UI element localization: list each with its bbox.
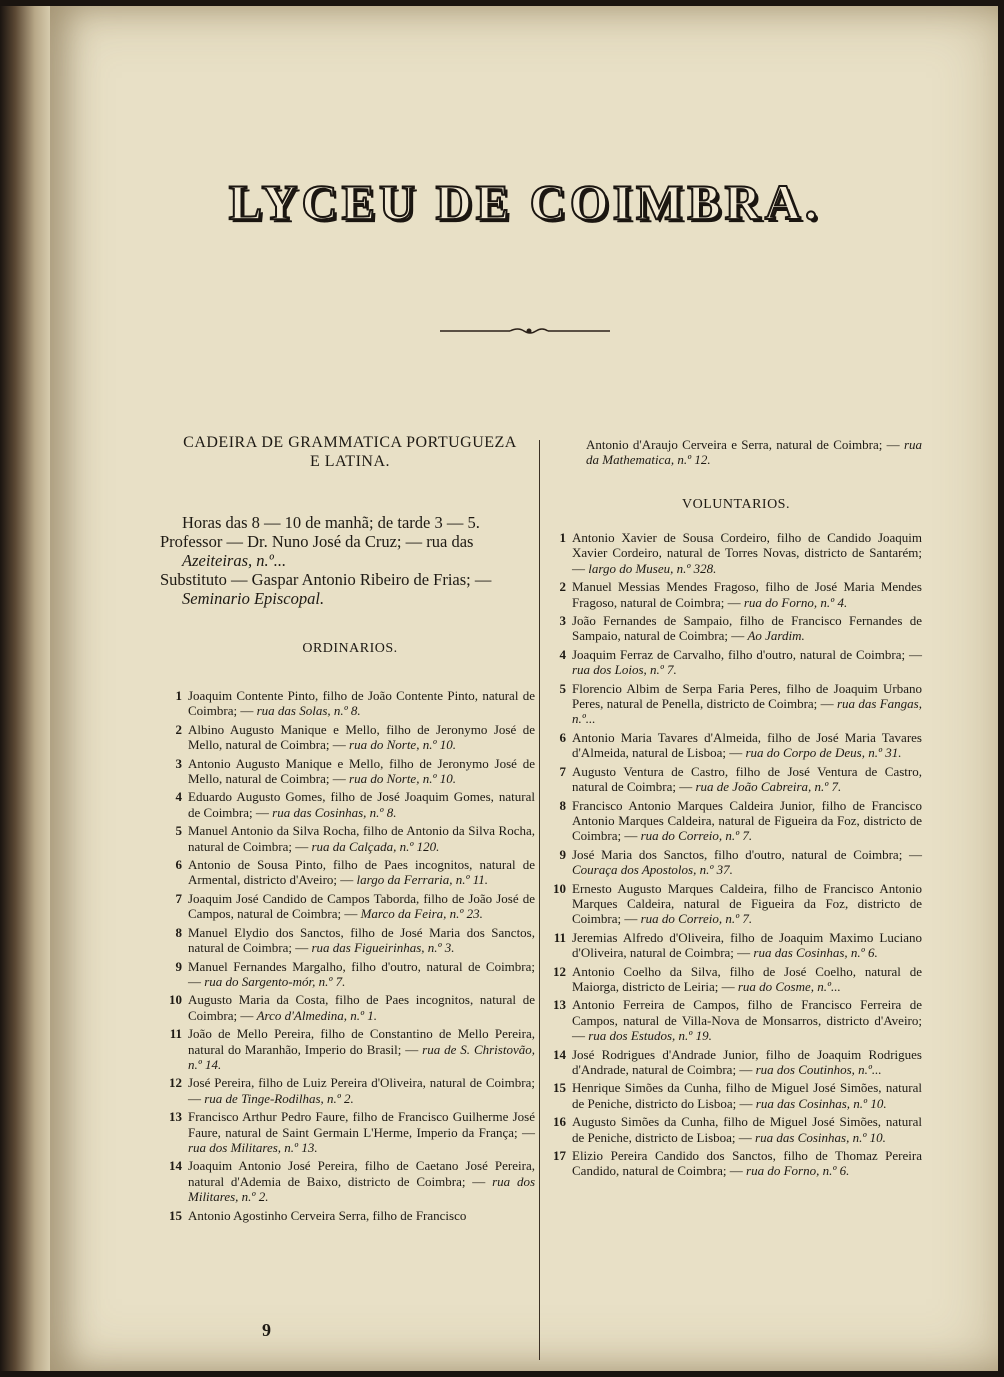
entry-text (572, 1114, 922, 1145)
entry-text (572, 730, 922, 761)
column-divider (539, 440, 540, 1360)
entry-number: 6 (559, 729, 566, 745)
entry-description: Antonio Agostinho Cerveira Serra, filho de Francisco (188, 1207, 467, 1223)
entry-description: João de Mello Pereira, filho de Constantino de Mello Pereira, natural do Maranhão, Imperio do Brasil; — (188, 1026, 535, 1057)
entry-text (572, 1047, 922, 1078)
substituto-address: Seminario Episcopal. (182, 589, 325, 608)
entry-address: rua de João Cabreira, n.º 7. (695, 779, 842, 795)
entry-text (572, 881, 922, 927)
ordinario-entry (160, 789, 535, 820)
entry-address: rua das Cosinhas, n.º 10. (755, 1129, 886, 1145)
ordinario-entry (160, 756, 535, 787)
entry-address: rua da Calçada, n.º 120. (311, 838, 440, 854)
ordinario-entry (160, 1109, 535, 1155)
entry-address: Ao Jardim. (747, 628, 805, 644)
entry-number: 7 (175, 890, 182, 906)
entry-number: 9 (175, 958, 182, 974)
entry-description: Antonio Ferreira de Campos, filho de Francisco Ferreira de Campos, natural de Villa-Nova de Monsarros, districto d'Aveiro; — (572, 997, 922, 1044)
entry-address: rua do Norte, n.º 10. (349, 737, 456, 753)
entry-number: 13 (169, 1109, 182, 1125)
entry-description: Augusto Ventura de Castro, filho de José Ventura de Castro, natural de Coimbra; — (572, 763, 922, 795)
entry-address: rua do Cosme, n.º... (737, 978, 841, 994)
entry-address: rua dos Militares, n.º 2. (188, 1173, 536, 1205)
ordinario-entry (160, 925, 535, 956)
entry-description: Antonio Maria Tavares d'Almeida, filho de José Maria Tavares d'Almeida, natural de Lisboa; — (572, 729, 922, 761)
ordinarios-heading: ORDINARIOS. (302, 641, 398, 656)
entry-address: rua das Cosinhas, n.º 6. (753, 945, 878, 961)
entry-description: Jeremias Alfredo d'Oliveira, filho de Joaquim Maximo Luciano d'Oliveira, natural de Coimbra; — (572, 929, 922, 961)
section-heading-line1: CADEIRA DE GRAMMATICA PORTUGUEZA (183, 434, 517, 451)
entry-description: Joaquim Ferraz de Carvalho, filho d'outro, natural de Coimbra; — (572, 646, 922, 662)
voluntario-entry (544, 579, 922, 610)
entry-address: rua do Norte, n.º 10. (349, 771, 456, 787)
voluntario-entry (544, 798, 922, 844)
entry-description: Manuel Antonio da Silva Rocha, filho de Antonio da Silva Rocha, natural de Coimbra; — (188, 823, 535, 854)
entry-description: Joaquim Contente Pinto, filho de João Contente Pinto, natural de Coimbra; — (188, 688, 535, 719)
entry-number: 10 (553, 880, 566, 896)
entry-description: Antonio de Sousa Pinto, filho de Paes incognitos, natural de Armental, districto d'Aveiro; — (188, 857, 535, 888)
entry-number: 2 (559, 579, 566, 595)
entry-address: rua do Forno, n.º 6. (746, 1163, 850, 1179)
entry-text (572, 579, 922, 610)
entry-text (572, 798, 922, 844)
entry-text (188, 891, 535, 922)
entry-description: Francisco Arthur Pedro Faure, filho de Francisco Guilherme José Faure, natural de Saint Germain L'Herme, Imperio da França; — (188, 1109, 535, 1140)
entry-number: 15 (553, 1080, 566, 1096)
entry-address: Marco da Feira, n.º 23. (360, 906, 483, 922)
entry-number: 1 (559, 530, 566, 545)
voluntario-entry (544, 1080, 922, 1111)
ornament-divider (440, 323, 610, 339)
entry-number: 15 (169, 1207, 182, 1223)
entry-address: rua de Tinge-Rodilhas, n.º 2. (204, 1090, 354, 1106)
entry-number: 2 (175, 721, 182, 737)
voluntario-entry (544, 964, 922, 995)
entry-number: 5 (175, 823, 182, 839)
entry-description: Florencio Albim de Serpa Faria Peres, filho de Joaquim Urbano Peres, natural de Penella, districto de Coimbra; — (572, 680, 922, 712)
ordinario-entry (160, 891, 535, 922)
entry-number: 3 (175, 755, 182, 771)
ordinario-entry (160, 1075, 535, 1106)
entry-number: 8 (175, 924, 182, 940)
entry-description: Manuel Fernandes Margalho, filho d'outro, natural de Coimbra; — (188, 958, 535, 989)
entry-text (572, 964, 922, 995)
voluntario-entry (544, 1148, 922, 1179)
ordinario-entry (160, 1208, 535, 1223)
entry-text (188, 789, 535, 820)
entry-description: José Rodrigues d'Andrade Junior, filho de Joaquim Rodrigues d'Andrade, natural de Coimbra; — (572, 1046, 922, 1077)
entry-number: 7 (559, 763, 566, 779)
voluntarios-list (544, 530, 922, 1182)
entry-text (572, 997, 922, 1043)
entry-number: 11 (553, 929, 566, 945)
voluntario-entry (544, 730, 922, 761)
ordinario-entry (160, 722, 535, 753)
entry-number: 14 (553, 1046, 566, 1062)
entry-text (188, 1158, 535, 1204)
entry-text (572, 530, 922, 576)
entry-text (188, 688, 535, 719)
entry-text (572, 930, 922, 961)
entry-description: Antonio Augusto Manique e Mello, filho de Jeronymo José de Mello, natural de Coimbra; — (188, 755, 535, 787)
entry-description: Elizio Pereira Candido dos Sanctos, filho de Thomaz Pereira Candido, natural de Coimbra; — (572, 1148, 922, 1179)
hours-text: Horas das 8 — 10 de manhã; de tarde 3 — 5. (182, 513, 480, 532)
entry-number: 11 (169, 1026, 182, 1042)
ordinario-entry (160, 992, 535, 1023)
professor-text: Professor — Dr. Nuno José da Cruz; — rua das (160, 532, 474, 551)
ordinarios-list (160, 688, 535, 1226)
entry-text (572, 1080, 922, 1111)
entry-number: 3 (559, 613, 566, 629)
entry-address: rua das Figueirinhas, n.º 3. (311, 940, 455, 956)
entry-number: 14 (169, 1158, 182, 1174)
voluntario-entry (544, 881, 922, 927)
entry-description: Augusto Maria da Costa, filho de Paes incognitos, natural de Coimbra; — (188, 992, 535, 1023)
entry-number: 13 (553, 997, 566, 1013)
ordinario-entry (160, 857, 535, 888)
section-heading-line2: E LATINA. (309, 453, 391, 470)
substituto-text: Substituto — Gaspar Antonio Ribeiro de Frias; — (160, 570, 492, 589)
entry-description: Manuel Elydio dos Sanctos, filho de José Maria dos Sanctos, natural de Coimbra; — (188, 924, 535, 956)
voluntario-entry (544, 613, 922, 644)
voluntario-entry (544, 847, 922, 878)
entry-description: Ernesto Augusto Marques Caldeira, filho de Francisco Antonio Marques Caldeira, natural de Figueira da Foz, districto de Coimbra; — (572, 880, 922, 927)
entry-number: 12 (553, 963, 566, 979)
section-heading (160, 433, 540, 471)
continuation-text (586, 437, 922, 468)
entry-address: rua dos Coutinhos, n.º... (755, 1062, 882, 1077)
schedule-block (160, 513, 540, 608)
page-number: 9 (262, 1320, 271, 1340)
entry-number: 10 (169, 992, 182, 1008)
entry-description: Antonio Xavier de Sousa Cordeiro, filho de Candido Joaquim Xavier Cordeiro, natural de Torres Novas, districto de Santarém; — (572, 530, 922, 576)
entry-address: rua do Correio, n.º 7. (640, 911, 753, 927)
entry-description: Henrique Simões da Cunha, filho de Miguel José Simões, natural de Peniche, districto do Lisboa; — (572, 1080, 922, 1111)
voluntario-entry (544, 1047, 922, 1078)
entry-text (188, 925, 535, 956)
entry-text (572, 1148, 922, 1179)
entry-address: rua dos Militares, n.º 13. (188, 1139, 318, 1155)
entry-text (188, 1208, 535, 1223)
ordinario-entry (160, 959, 535, 990)
entry-number: 12 (169, 1075, 182, 1091)
ordinario-entry (160, 688, 535, 719)
continuation-address: rua da Mathematica, n.º 12. (586, 437, 922, 468)
ordinario-entry (160, 1158, 535, 1204)
book-gutter (0, 6, 50, 1371)
entry-description: Augusto Simões da Cunha, filho de Miguel José Simões, natural de Peniche, districto de Lisboa; — (572, 1114, 922, 1145)
professor-address: Azeiteiras, n.º... (182, 551, 287, 570)
entry-address: rua das Cosinhas, n.º 10. (755, 1095, 887, 1111)
entry-address: Couraça dos Apostolos, n.º 37. (572, 862, 733, 878)
entry-text (188, 857, 535, 888)
entry-address: rua das Fangas, n.º... (572, 696, 922, 727)
entry-number: 8 (559, 797, 566, 813)
entry-address: Arco d'Almedina, n.º 1. (256, 1007, 378, 1023)
entry-text (572, 613, 922, 644)
voluntario-entry (544, 530, 922, 576)
voluntario-entry (544, 647, 922, 678)
entry-text (572, 847, 922, 878)
entry-text (188, 992, 535, 1023)
entry-address: rua do Correio, n.º 7. (640, 828, 753, 844)
entry-number: 16 (553, 1114, 566, 1130)
entry-description: Manuel Messias Mendes Fragoso, filho de José Maria Mendes Fragoso, natural de Coimbra; — (572, 579, 922, 610)
entry-text (188, 823, 535, 854)
entry-address: largo da Ferraria, n.º 11. (356, 872, 489, 888)
entry-text (572, 647, 922, 678)
entry-address: rua do Forno, n.º 4. (743, 594, 848, 610)
voluntario-entry (544, 1114, 922, 1145)
entry-text (188, 756, 535, 787)
entry-number: 5 (559, 680, 566, 696)
entry-address: rua dos Estudos, n.º 19. (588, 1028, 712, 1044)
entry-text (188, 1109, 535, 1155)
entry-address: rua do Corpo de Deus, n.º 31. (745, 745, 902, 761)
entry-description: Eduardo Augusto Gomes, filho de José Joaquim Gomes, natural de Coimbra; — (188, 789, 535, 820)
voluntario-entry (544, 930, 922, 961)
entry-number: 1 (175, 688, 182, 703)
voluntario-entry (544, 764, 922, 795)
voluntarios-heading: VOLUNTARIOS. (682, 497, 790, 512)
entry-text (572, 764, 922, 795)
entry-address: rua das Cosinhas, n.º 8. (272, 804, 397, 820)
page-title: LYCEU DE COIMBRA. (228, 174, 822, 230)
continuation-main: Antonio d'Araujo Cerveira e Serra, natural de Coimbra; — (586, 437, 900, 452)
entry-number: 9 (559, 846, 566, 862)
entry-address: rua das Solas, n.º 8. (256, 703, 361, 719)
entry-description: Antonio Coelho da Silva, filho de José Coelho, natural de Maiorga, districto de Leiria; — (572, 963, 922, 994)
entry-text (188, 722, 535, 753)
entry-number: 4 (559, 646, 566, 662)
entry-address: rua do Sargento-mór, n.º 7. (204, 973, 346, 989)
entry-description: José Maria dos Sanctos, filho d'outro, natural de Coimbra; — (572, 846, 922, 862)
entry-address: rua dos Loios, n.º 7. (572, 662, 677, 678)
entry-text (188, 1075, 535, 1106)
entry-description: Joaquim José Candido de Campos Taborda, filho de João José de Campos, natural de Coimbra; — (188, 890, 535, 922)
entry-address: rua de S. Christovão, n.º 14. (188, 1041, 535, 1072)
entry-number: 17 (553, 1148, 566, 1164)
ordinario-entry (160, 823, 535, 854)
entry-number: 6 (175, 857, 182, 873)
entry-description: Albino Augusto Manique e Mello, filho de Jeronymo José de Mello, natural de Coimbra; — (188, 721, 535, 753)
entry-text (572, 681, 922, 727)
entry-description: José Pereira, filho de Luiz Pereira d'Oliveira, natural de Coimbra; — (188, 1075, 535, 1106)
entry-number: 4 (175, 789, 182, 805)
voluntario-entry (544, 681, 922, 727)
entry-description: Joaquim Antonio José Pereira, filho de Caetano José Pereira, natural d'Ademia de Baixo, districto de Coimbra; — (188, 1158, 535, 1189)
entry-description: João Fernandes de Sampaio, filho de Francisco Fernandes de Sampaio, natural de Coimbra; — (572, 613, 922, 644)
entry-address: largo do Museu, n.º 328. (588, 560, 717, 576)
ordinario-entry (160, 1026, 535, 1072)
entry-text (188, 959, 535, 990)
entry-text (188, 1026, 535, 1072)
voluntario-entry (544, 997, 922, 1043)
entry-description: Francisco Antonio Marques Caldeira Junior, filho de Francisco Antonio Marques Caldeira, natural de Figueira da Foz, districto de Coimbra; — (572, 797, 922, 844)
